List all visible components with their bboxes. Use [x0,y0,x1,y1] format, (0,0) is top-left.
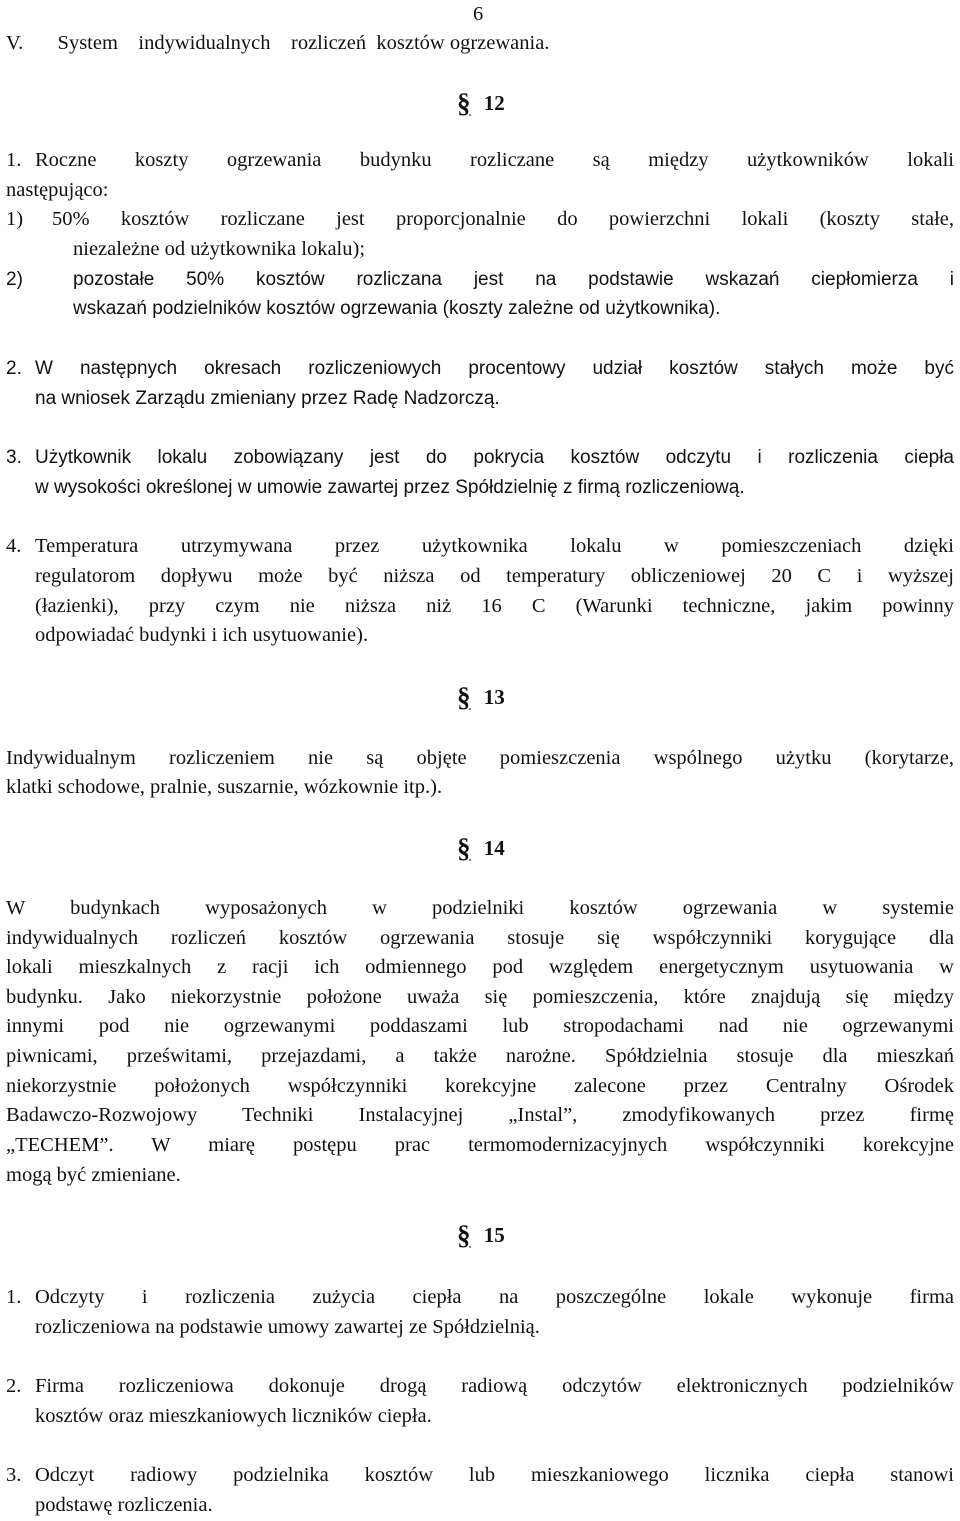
list-item-line: wskazań podzielników kosztów ogrzewania (koszty zależne od użytkownika). [73,298,721,319]
chapter-number: V. [6,32,24,54]
paragraph-line: Odczyty i rozliczenia zużycia ciepła na poszczególne lokale wykonuje firma [35,1286,954,1308]
section-symbol: § [457,682,471,712]
section-14-heading [457,833,505,864]
paragraph-number: 2. [6,1375,22,1397]
paragraph-line: Użytkownik lokalu zobowiązany jest do pokrycia kosztów odczytu i rozliczenia ciepła [35,447,954,468]
sec14-line: lokali mieszkalnych z racji ich odmiennego pod względem energetycznym usytuowania w [6,956,954,978]
list-item-line: pozostałe 50% kosztów rozliczana jest na podstawie wskazań ciepłomierza i [73,269,954,290]
list-item-line: niezależne od użytkownika lokalu); [73,238,366,260]
section-symbol: § [457,1220,471,1250]
section-13-heading [457,682,505,713]
sec13-line: Indywidualnym rozliczeniem nie są objęte pomieszczenia wspólnego użytku (korytarze, [6,747,954,769]
sec14-line: innymi pod nie ogrzewanymi poddaszami lub stropodachami nad nie ogrzewanymi [6,1015,954,1037]
sec14-line: „TECHEM”. W miarę postępu prac termomodernizacyjnych współczynniki korekcyjne [6,1134,954,1156]
paragraph-line: (łazienki), przy czym nie niższa niż 16 C (Warunki techniczne, jakim powinny [35,595,954,617]
list-item-number: 1) [6,208,24,230]
paragraph-number: 4. [6,535,22,557]
paragraph-number: 2. [6,358,22,379]
sec14-line: budynku. Jako niekorzystnie położone uważa się pomieszczenia, które znajdują się między [6,986,954,1008]
paragraph-line: Firma rozliczeniowa dokonuje drogą radiową odczytów elektronicznych podzielników [35,1375,954,1397]
paragraph-number: 1. [6,1286,22,1308]
list-item-number: 2) [6,269,23,290]
paragraph-line: na wniosek Zarządu zmieniany przez Radę Nadzorczą. [35,388,500,409]
paragraph-number: 1. [6,149,22,171]
paragraph-line: rozliczeniowa na podstawie umowy zawartej ze Spółdzielnią. [35,1316,540,1338]
paragraph-line: w wysokości określonej w umowie zawartej przez Spółdzielnię z firmą rozliczeniową. [35,477,745,498]
sec14-line: niekorzystnie położonych współczynniki korekcyjne zalecone przez Centralny Ośrodek [6,1075,954,1097]
list-item-line: 50% kosztów rozliczane jest proporcjonalnie do powierzchni lokali (koszty stałe, [52,208,954,230]
sec14-line: W budynkach wyposażonych w podzielniki kosztów ogrzewania w systemie [6,897,954,919]
section-12-heading [457,88,505,119]
paragraph-line: podstawę rozliczenia. [35,1494,213,1516]
section-symbol: § [457,833,471,863]
paragraph-line: Roczne koszty ogrzewania budynku rozliczane są między użytkowników lokali [35,149,954,171]
sec14-line: indywidualnych rozliczeń kosztów ogrzewania stosuje się współczynniki korygujące dla [6,927,954,949]
sec14-line: piwnicami, prześwitami, przejazdami, a także narożne. Spółdzielnia stosuje dla mieszkań [6,1045,954,1067]
section-symbol: § [457,88,471,118]
paragraph-line: Odczyt radiowy podzielnika kosztów lub mieszkaniowego licznika ciepła stanowi [35,1464,954,1486]
chapter-title: System indywidualnych rozliczeń kosztów ogrzewania. [57,32,550,54]
section-number: 13 [483,685,505,709]
paragraph-line: kosztów oraz mieszkaniowych liczników ciepła. [35,1405,432,1427]
section-number: 12 [483,91,505,115]
page-number: 6 [473,3,484,25]
paragraph-line: następująco: [6,179,109,201]
paragraph-number: 3. [6,1464,22,1486]
paragraph-line: Temperatura utrzymywana przez użytkownika lokalu w pomieszczeniach dzięki [35,535,954,557]
sec14-line: Badawczo-Rozwojowy Techniki Instalacyjnej „Instal”, zmodyfikowanych przez firmę [6,1104,954,1126]
section-15-heading [457,1220,505,1251]
paragraph-line: odpowiadać budynki i ich usytuowanie). [35,624,369,646]
sec14-line: mogą być zmieniane. [6,1164,181,1186]
paragraph-number: 3. [6,447,22,468]
section-number: 15 [483,1223,505,1247]
paragraph-line: W następnych okresach rozliczeniowych procentowy udział kosztów stałych może być [35,358,954,379]
chapter-heading [6,29,549,59]
section-number: 14 [483,836,505,860]
paragraph-line: regulatorom dopływu może być niższa od temperatury obliczeniowej 20 C i wyższej [35,565,954,587]
sec13-line: klatki schodowe, pralnie, suszarnie, wózkownie itp.). [6,776,443,798]
